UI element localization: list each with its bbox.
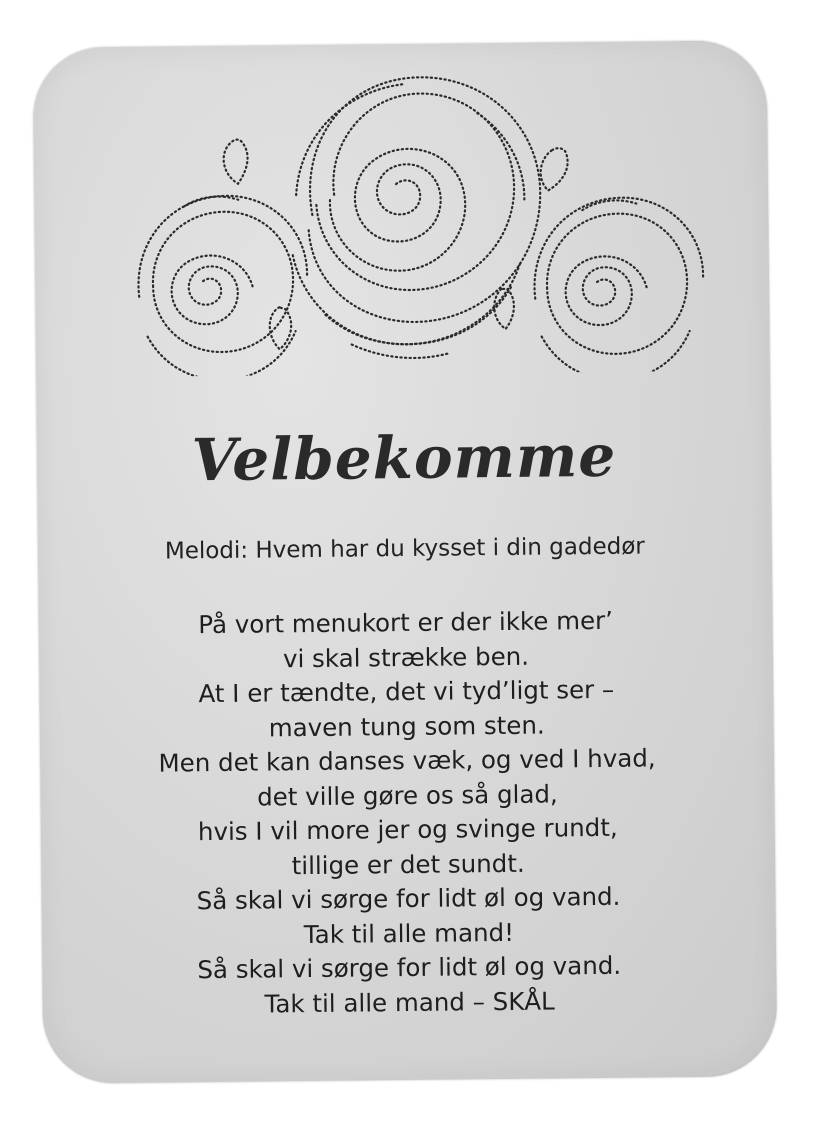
verse-line: På vort menukort er der ikke mer’ <box>198 605 614 640</box>
melody-line: Melodi: Hvem har du kysset i din gadedør <box>164 533 645 565</box>
card-title: Velbekomme <box>191 421 617 495</box>
verse-line: Tak til alle mand – SKÅL <box>264 985 555 1018</box>
verse-line: Tak til alle mand! <box>303 917 515 949</box>
verse-line: hvis I vil more jer og svinge rundt, <box>197 812 618 847</box>
verse-line: vi skal strække ben. <box>282 641 530 673</box>
song-verse <box>38 602 776 1024</box>
verse-line: det ville gøre os så glad, <box>257 778 558 812</box>
verse-line: Men det kan danses væk, og ved I hvad, <box>158 743 656 778</box>
verse-line: At I er tændte, det vi tyd’ligt ser – <box>198 674 615 709</box>
verse-line: maven tung som sten. <box>268 710 545 742</box>
song-card <box>33 40 778 1084</box>
petal-icon <box>494 289 514 329</box>
verse-line: tillige er det sundt. <box>291 848 525 880</box>
verse-line: Så skal vi sørge for lidt øl og vand. <box>196 881 621 916</box>
right-rose-icon <box>534 197 705 378</box>
petal-icon <box>540 148 567 190</box>
petal-icon <box>223 139 247 183</box>
center-rose-icon <box>291 76 542 359</box>
left-rose-icon <box>138 195 309 378</box>
dotted-roses-icon <box>33 40 770 378</box>
verse-line: Så skal vi sørge for lidt øl og vand. <box>197 950 622 985</box>
